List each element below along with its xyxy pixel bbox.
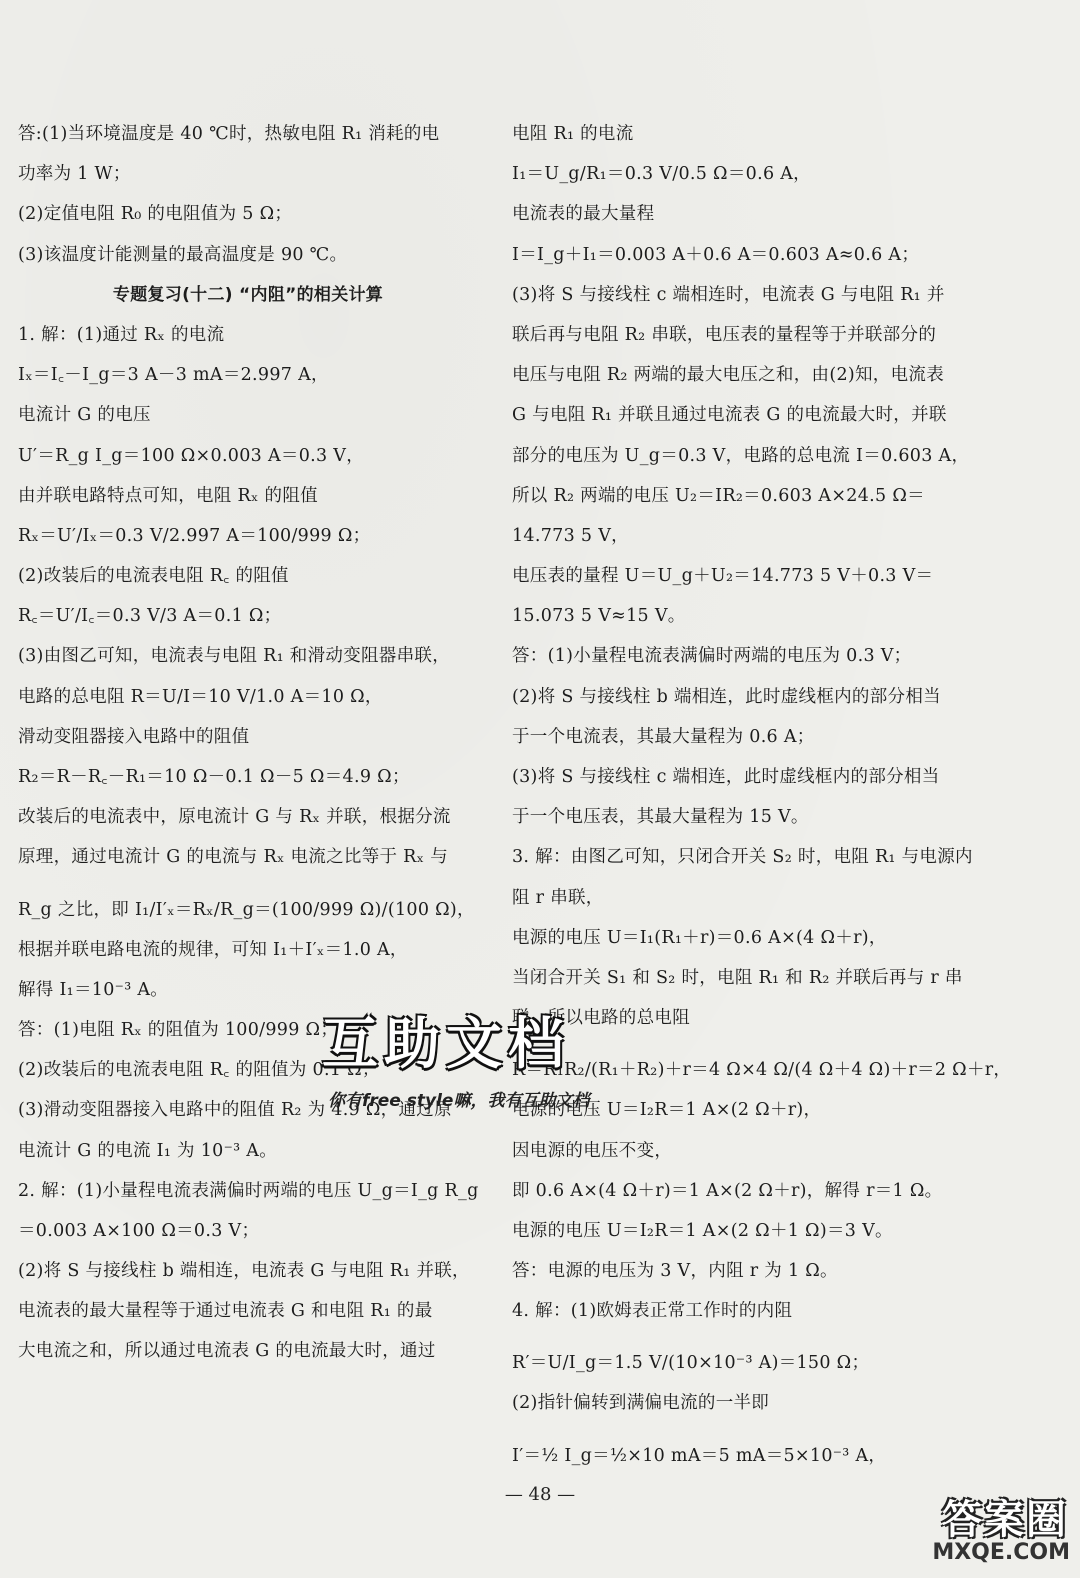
text-line: 电流表的最大量程 bbox=[512, 204, 655, 225]
text-line: 于一个电流表，其最大量程为 0.6 A； bbox=[512, 726, 815, 747]
text-line: 所以 R₂ 两端的电压 U₂＝IR₂＝0.603 A×24.5 Ω＝ bbox=[512, 485, 925, 506]
text-line: 阻 r 串联， bbox=[512, 887, 604, 908]
text-line: 于一个电压表，其最大量程为 15 V。 bbox=[512, 807, 809, 828]
corner-logo-title: 答案圈 bbox=[942, 1497, 1068, 1543]
text-line: U′＝R_g I_g＝100 Ω×0.003 A＝0.3 V， bbox=[18, 445, 365, 466]
text-line: 解得 I₁＝10⁻³ A。 bbox=[18, 979, 169, 1000]
text-line: 答:(1)当环境温度是 40 ℃时，热敏电阻 R₁ 消耗的电 bbox=[18, 124, 440, 144]
text-line: 15.073 5 V≈15 V。 bbox=[512, 606, 686, 627]
text-line: (3)将 S 与接线柱 c 端相连，此时虚线框内的部分相当 bbox=[512, 767, 940, 787]
text-line: 因电源的电压不变， bbox=[512, 1140, 673, 1161]
text-line: 原理，通过电流计 G 的电流与 Rₓ 电流之比等于 Rₓ 与 bbox=[18, 847, 449, 868]
text-line: 电压表的量程 U＝U_g＋U₂＝14.773 5 V＋0.3 V＝ bbox=[512, 566, 934, 587]
text-line: 联，所以电路的总电阻 bbox=[512, 1008, 690, 1029]
formula-line: R꜀＝U′/I꜀＝0.3 V/3 A＝0.1 Ω； bbox=[18, 606, 282, 627]
text-line: 答：电源的电压为 3 V，内阻 r 为 1 Ω。 bbox=[512, 1261, 838, 1282]
text-line: 4. 解：(1)欧姆表正常工作时的内阻 bbox=[512, 1301, 793, 1322]
text-line: 答：(1)小量程电流表满偏时两端的电压为 0.3 V； bbox=[512, 646, 912, 667]
text-line: G 与电阻 R₁ 并联且通过电流表 G 的电流最大时，并联 bbox=[512, 405, 947, 426]
text-line: 改装后的电流表中，原电流计 G 与 Rₓ 并联，根据分流 bbox=[18, 807, 451, 828]
text-line: 即 0.6 A×(4 Ω＋r)＝1 A×(2 Ω＋r)，解得 r＝1 Ω。 bbox=[512, 1180, 943, 1201]
text-line: 根据并联电路电流的规律，可知 I₁＋I′ₓ＝1.0 A， bbox=[18, 939, 408, 960]
text-line: 电源的电压 U＝I₂R＝1 A×(2 Ω＋r)， bbox=[512, 1100, 822, 1121]
text-line: 2. 解：(1)小量程电流表满偏时两端的电压 U_g＝I_g R_g bbox=[18, 1180, 479, 1201]
text-line: 电源的电压 U＝I₁(R₁＋r)＝0.6 A×(4 Ω＋r)， bbox=[512, 927, 887, 948]
text-line: 当闭合开关 S₁ 和 S₂ 时，电阻 R₁ 和 R₂ 并联后再与 r 串 bbox=[512, 967, 963, 988]
text-line: 电流计 G 的电流 I₁ 为 10⁻³ A。 bbox=[18, 1140, 278, 1161]
text-line: (2)将 S 与接线柱 b 端相连，此时虚线框内的部分相当 bbox=[512, 686, 941, 707]
watermark-subtitle: 你有free style嘛，我有互助文档 bbox=[328, 1091, 590, 1111]
page-number: — 48 — bbox=[504, 1484, 576, 1505]
text-line: 由并联电路特点可知，电阻 Rₓ 的阻值 bbox=[18, 485, 318, 506]
text-line: 电流计 G 的电压 bbox=[18, 405, 151, 426]
formula-line: 电路的总电阻 R＝U/I＝10 V/1.0 A＝10 Ω， bbox=[18, 686, 383, 707]
text-line: (2)指针偏转到满偏电流的一半即 bbox=[512, 1393, 770, 1414]
text-line: (2)定值电阻 R₀ 的电阻值为 5 Ω； bbox=[18, 204, 293, 225]
text-line: ＝0.003 A×100 Ω＝0.3 V； bbox=[18, 1220, 260, 1241]
text-line: (3)由图乙可知，电流表与电阻 R₁ 和滑动变阻器串联， bbox=[18, 646, 451, 667]
text-line: 滑动变阻器接入电路中的阻值 bbox=[18, 726, 250, 747]
text-line: 联后再与电阻 R₂ 串联，电压表的量程等于并联部分的 bbox=[512, 324, 937, 345]
text-line: 答：(1)电阻 Rₓ 的阻值为 100/999 Ω； bbox=[18, 1019, 339, 1040]
corner-logo bbox=[900, 1488, 1076, 1574]
text-line: 电源的电压 U＝I₂R＝1 A×(2 Ω＋1 Ω)＝3 V。 bbox=[512, 1220, 893, 1241]
formula-line: I′＝½ I_g＝½×10 mA＝5 mA＝5×10⁻³ A， bbox=[512, 1445, 887, 1466]
formula-line: R_g 之比，即 I₁/I′ₓ＝Rₓ/R_g＝(100/999 Ω)/(100 Ω)， bbox=[18, 899, 475, 920]
text-line: 电流表的最大量程等于通过电流表 G 和电阻 R₁ 的最 bbox=[18, 1301, 433, 1322]
text-line: (3)将 S 与接线柱 c 端相连时，电流表 G 与电阻 R₁ 并 bbox=[512, 284, 945, 305]
text-line: 电阻 R₁ 的电流 bbox=[512, 124, 634, 144]
text-line: (2)将 S 与接线柱 b 端相连，电流表 G 与电阻 R₁ 并联， bbox=[18, 1261, 470, 1282]
text-line: (3)滑动变阻器接入电路中的阻值 R₂ 为 4.9 Ω，通过原 bbox=[18, 1100, 452, 1121]
text-line: 1. 解：(1)通过 Rₓ 的电流 bbox=[18, 324, 225, 345]
text-line: 功率为 1 W； bbox=[18, 164, 131, 185]
text-line: 部分的电压为 U_g＝0.3 V，电路的总电流 I＝0.603 A， bbox=[512, 445, 970, 466]
left-column bbox=[18, 120, 478, 1378]
text-line: 电压与电阻 R₂ 两端的最大电压之和，由(2)知，电流表 bbox=[512, 365, 945, 386]
formula-line: Rₓ＝U′/Iₓ＝0.3 V/2.997 A＝100/999 Ω； bbox=[18, 525, 371, 546]
text-line: 大电流之和，所以通过电流表 G 的电流最大时，通过 bbox=[18, 1341, 436, 1362]
watermark-title: 互助文档 bbox=[322, 1012, 570, 1077]
text-line: (2)改装后的电流表电阻 R꜀ 的阻值 bbox=[18, 566, 289, 587]
text-line: (2)改装后的电流表电阻 R꜀ 的阻值为 0.1 Ω； bbox=[18, 1060, 380, 1081]
formula-line: R′＝U/I_g＝1.5 V/(10×10⁻³ A)＝150 Ω； bbox=[512, 1353, 870, 1374]
text-line: (3)该温度计能测量的最高温度是 90 ℃。 bbox=[18, 244, 348, 265]
text-line: R₂＝R－R꜀－R₁＝10 Ω－0.1 Ω－5 Ω＝4.9 Ω； bbox=[18, 767, 410, 787]
text-line: Iₓ＝I꜀－I_g＝3 A－3 mA＝2.997 A， bbox=[18, 365, 329, 386]
text-line: I＝I_g＋I₁＝0.003 A＋0.6 A＝0.603 A≈0.6 A； bbox=[512, 244, 920, 265]
corner-logo-url: MXQE.COM bbox=[932, 1540, 1070, 1565]
section-heading: 专题复习(十二) “内阻”的相关计算 bbox=[112, 284, 384, 305]
text-line: 3. 解：由图乙可知，只闭合开关 S₂ 时，电阻 R₁ 与电源内 bbox=[512, 847, 973, 868]
formula-line: I₁＝U_g/R₁＝0.3 V/0.5 Ω＝0.6 A， bbox=[512, 164, 811, 185]
formula-line: R＝R₁R₂/(R₁＋R₂)＋r＝4 Ω×4 Ω/(4 Ω＋4 Ω)＋r＝2 Ω＋r， bbox=[512, 1060, 1012, 1081]
right-column bbox=[512, 120, 1012, 1482]
text-line: 14.773 5 V， bbox=[512, 525, 629, 546]
